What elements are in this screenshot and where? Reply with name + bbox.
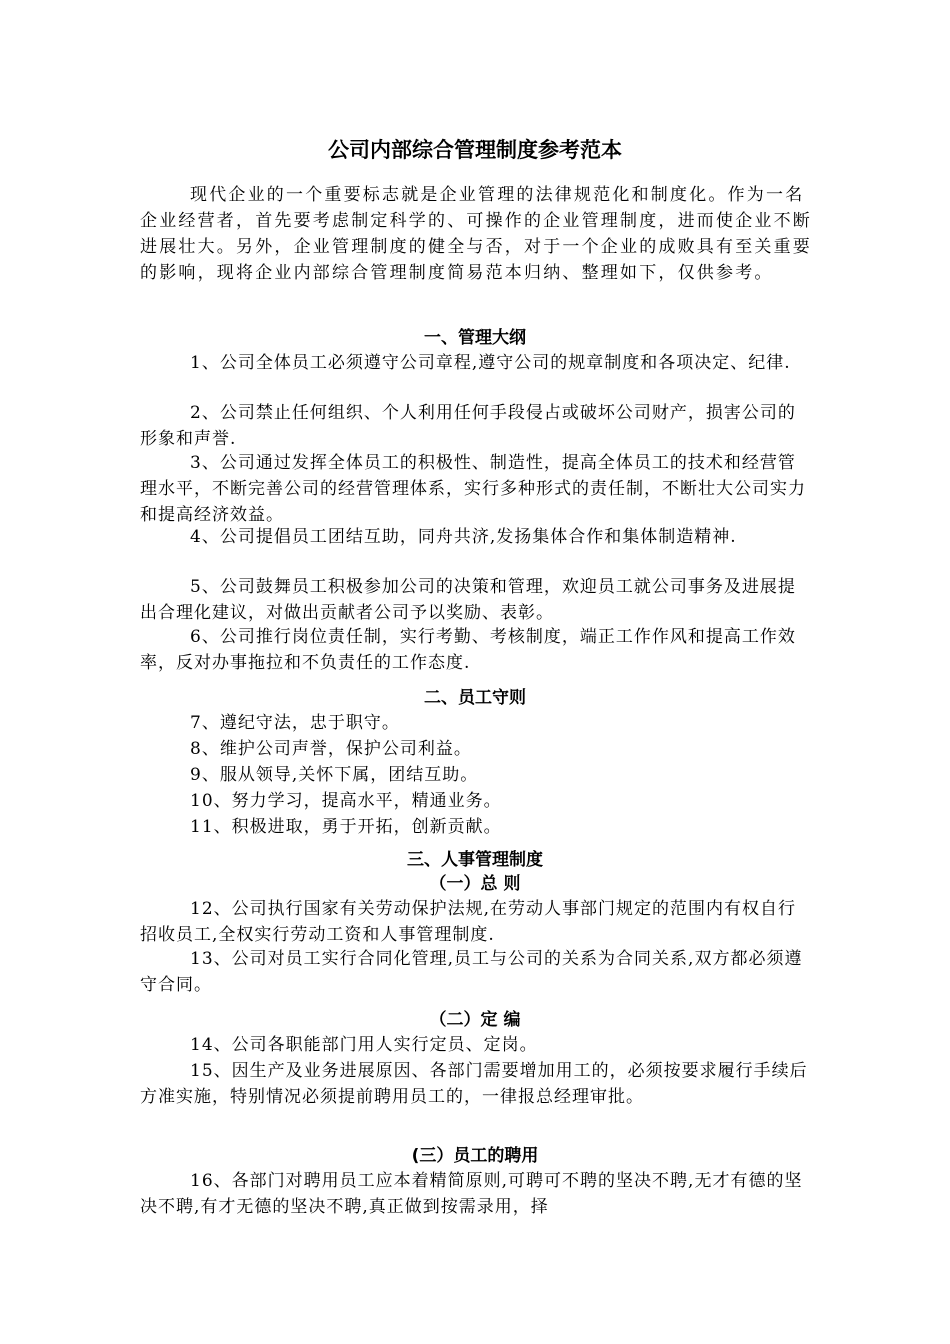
list-item: 10、努力学习，提高水平，精通业务。 <box>190 791 502 811</box>
paragraph-3: 3、公司通过发挥全体员工的积极性、制造性，提高全体员工的技术和经营管理水平，不断完善公司的经营管理体系，实行多种形式的责任制，不断壮大公司实力和提高经济效益。 <box>140 453 806 525</box>
paragraph-4: 4、公司提倡员工团结互助，同舟共济,发扬集体合作和集体制造精神. <box>190 527 737 547</box>
paragraph-1: 1、公司全体员工必须遵守公司章程,遵守公司的规章制度和各项决定、纪律. <box>190 353 791 373</box>
paragraph-2: 2、公司禁止任何组织、个人利用任何手段侵占或破坏公司财产，损害公司的形象和声誉. <box>140 403 796 449</box>
list-item: 7、遵纪守法，忠于职守。 <box>190 713 400 733</box>
intro-paragraph: 现代企业的一个重要标志就是企业管理的法律规范化和制度化。作为一名企业经营者，首先要考虑制定科学的、可操作的企业管理制度，进而使企业不断进展壮大。另外，企业管理制度的健全与否，对于一个企业的成败具有至关重要的影响，现将企业内部综合管理制度简易范本归纳、整理如下，仅供参考。 <box>140 185 812 283</box>
paragraph-15: 15、因生产及业务进展原因、各部门需要增加用工的，必须按要求履行手续后方准实施，特别情况必须提前聘用员工的，一律报总经理审批。 <box>140 1061 808 1107</box>
paragraph-14: 14、公司各职能部门用人实行定员、定岗。 <box>190 1035 538 1055</box>
paragraph-12: 12、公司执行国家有关劳动保护法规,在劳动人事部门规定的范围内有权自行招收员工,全权实行劳动工资和人事管理制度. <box>140 899 797 945</box>
subsection-heading-general: （一）总 则 <box>429 874 521 894</box>
section-heading-code: 二、员工守则 <box>424 688 526 708</box>
paragraph-6: 6、公司推行岗位责任制，实行考勤、考核制度，端正工作作风和提高工作效率，反对办事拖拉和不负责任的工作态度. <box>140 627 796 673</box>
subsection-heading-staffing: （二）定 编 <box>429 1010 521 1030</box>
list-item: 8、维护公司声誉，保护公司利益。 <box>190 739 472 759</box>
paragraph-13: 13、公司对员工实行合同化管理,员工与公司的关系为合同关系,双方都必须遵守合同。 <box>140 949 803 995</box>
paragraph-16: 16、各部门对聘用员工应本着精简原则,可聘可不聘的坚决不聘,无才有德的坚决不聘,有才无德的坚决不聘,真正做到按需录用，择 <box>140 1171 803 1217</box>
section-heading-personnel: 三、人事管理制度 <box>407 850 543 870</box>
subsection-heading-hiring: (三）员工的聘用 <box>411 1146 539 1166</box>
list-item: 11、积极进取，勇于开拓，创新贡献。 <box>190 817 502 837</box>
list-item: 9、服从领导,关怀下属，团结互助。 <box>190 765 479 785</box>
document-title: 公司内部综合管理制度参考范本 <box>328 138 622 162</box>
paragraph-5: 5、公司鼓舞员工积极参加公司的决策和管理，欢迎员工就公司事务及进展提出合理化建议，对做出贡献者公司予以奖励、表彰。 <box>140 577 796 623</box>
section-heading-outline: 一、管理大纲 <box>424 328 526 348</box>
